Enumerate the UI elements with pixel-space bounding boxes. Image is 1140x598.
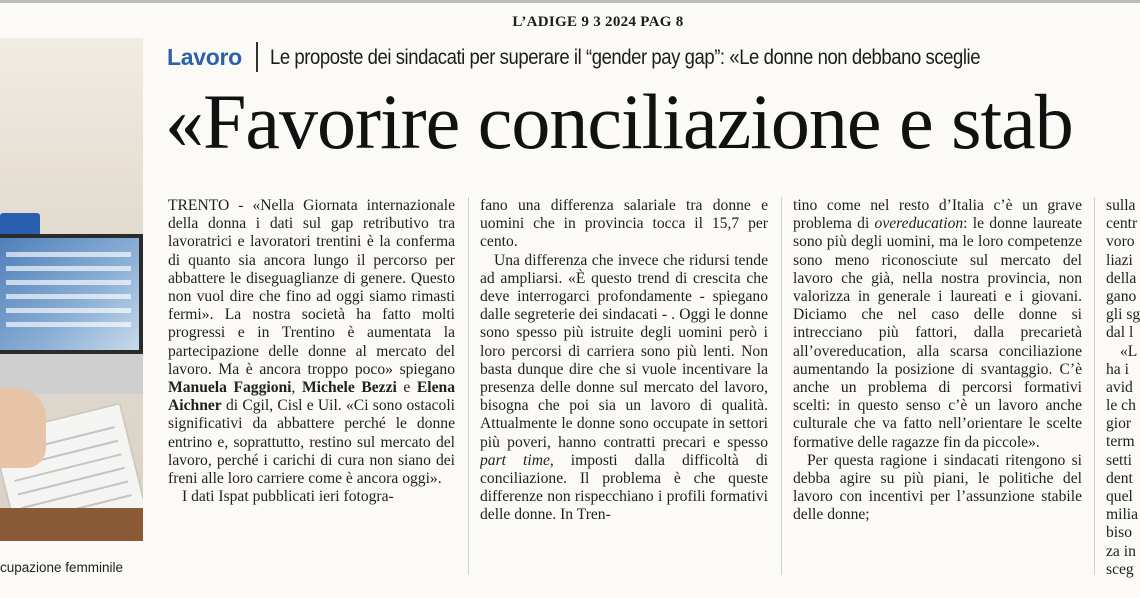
- article-column-1: [168, 197, 455, 582]
- truncated-line: gano: [1106, 287, 1137, 305]
- section-label: Lavoro: [167, 43, 242, 70]
- truncated-line: milia: [1106, 506, 1139, 524]
- photo-caption: cupazione femminile: [0, 560, 124, 575]
- truncated-line: ha i: [1106, 360, 1129, 378]
- truncated-line: «L: [1120, 342, 1138, 360]
- column-divider: [468, 197, 469, 575]
- truncated-line: liazi: [1106, 251, 1133, 269]
- truncated-line: gli sg: [1106, 306, 1140, 324]
- truncated-line: della: [1106, 269, 1137, 287]
- truncated-line: avid: [1106, 378, 1133, 396]
- truncated-line: le ch: [1106, 397, 1136, 415]
- publication-date: L’ADIGE 9 3 2024 PAG 8: [512, 14, 684, 30]
- truncated-line: centr: [1106, 215, 1138, 233]
- paragraph: Una differenza che invece che ridursi tende ad ampliarsi. «È questo trend di crescita che deve interrogarci profondamente - spiegano dalle segreterie dei sindacati - . Oggi le donne sono spesso più istruite degli uomini però i loro percorsi di carriera sono più lenti. Non basta dunque dire che si vuole incentivare la presenza delle donne sul mercato del lavoro, bisogna che poi sia un lavoro di qualità. Attualmente le donne sono occupate in settori più poveri, hanno contratti precari e spesso part time, imposti dalla difficoltà di conciliazione. Il problema è che queste differenze non rispecchiano i profili formativi delle donne. In Tren-: [480, 251, 768, 524]
- truncated-line: sulla: [1106, 197, 1136, 214]
- truncated-line: biso: [1106, 524, 1132, 542]
- photo-hand: [0, 388, 46, 468]
- photo-laptop-screen: [0, 234, 143, 354]
- kicker-divider: [256, 42, 258, 72]
- truncated-line: dal l: [1106, 324, 1134, 342]
- author-name: Michele Bezzi: [301, 379, 397, 397]
- paragraph: TRENTO - «Nella Giornata internazionale della donna i dati sul gap retributivo tra lavoratrici e lavoratori trentini è la conferma di quanto sia ancora lungo il percorso per abbattere le diseguaglianze di genere. Questo non vuol dire che fino ad oggi siamo rimasti fermi». La nostra società ha fatto molti progressi e in Trentino è aumentata la partecipazione delle donne al mercato del lavoro. Ma è ancora troppo poco» spiegano Manuela Faggioni, Michele Bezzi e Elena Aichner di Cgil, Cisl e Uil. «Ci sono ostacoli significativi da abbattere perché le donne entrino e, soprattutto, restino sul mercato del lavoro, perché i carichi di cura non siano dei freni alle loro carriere come è ancora oggi».: [168, 197, 455, 488]
- headline: «Favorire conciliazione e stab: [165, 78, 1073, 165]
- truncated-line: za in: [1106, 542, 1136, 560]
- truncated-line: setti: [1106, 451, 1132, 469]
- article-photo: [0, 38, 143, 541]
- kicker: [167, 42, 1096, 72]
- author-name: Manuela Faggioni: [168, 379, 292, 397]
- paragraph: I dati Ispat pubblicati ieri fotogra-: [182, 488, 394, 506]
- article-column-4: [1106, 197, 1140, 582]
- top-rule: [0, 0, 1140, 3]
- author-name: Elena Aichner: [168, 379, 455, 415]
- truncated-line: quel: [1106, 488, 1133, 505]
- truncated-line: sceg: [1106, 560, 1134, 578]
- column-divider: [781, 197, 782, 575]
- paragraph: Per questa ragione i sindacati ritengono si debba agire su più piani, le politiche del lavoro con incentivi per l’assunzione stabile delle donne;: [793, 451, 1082, 524]
- photo-table: [0, 508, 143, 541]
- article-column-3: [793, 197, 1082, 582]
- column-divider: [1094, 197, 1095, 575]
- paragraph: tino come nel resto d’Italia c’è un grave problema di overeducation: le donne laureate sono più degli uomini, ma le loro competenze sono meno riconosciute sul mercato del lavoro che già, nella nostra provincia, non valorizza in generale i laureati e i giovani. Diciamo che nel caso delle donne si intrecciano più fattori, dalla precarietà all’overeducation, alla scarsa conciliazione aumentando la posizione di svantaggio. C’è anche un problema di percorsi formativi scelti: in questo senso c’è un lavoro anche culturale che va fatto nell’orientare le scelte formative delle ragazze fin da piccole».: [793, 197, 1082, 451]
- subheadline: Le proposte dei sindacati per superare il “gender pay gap”: «Le donne non debbano sceglie: [269, 44, 980, 69]
- truncated-line: voro: [1106, 233, 1135, 251]
- truncated-line: term: [1106, 433, 1135, 451]
- photo-wall: [0, 38, 143, 188]
- truncated-line: dent: [1106, 469, 1133, 487]
- paragraph: fano una differenza salariale tra donne e uomini che in provincia tocca il 15,7 per cento.: [480, 197, 768, 251]
- article-column-2: [480, 197, 768, 582]
- truncated-line: gior: [1106, 415, 1132, 433]
